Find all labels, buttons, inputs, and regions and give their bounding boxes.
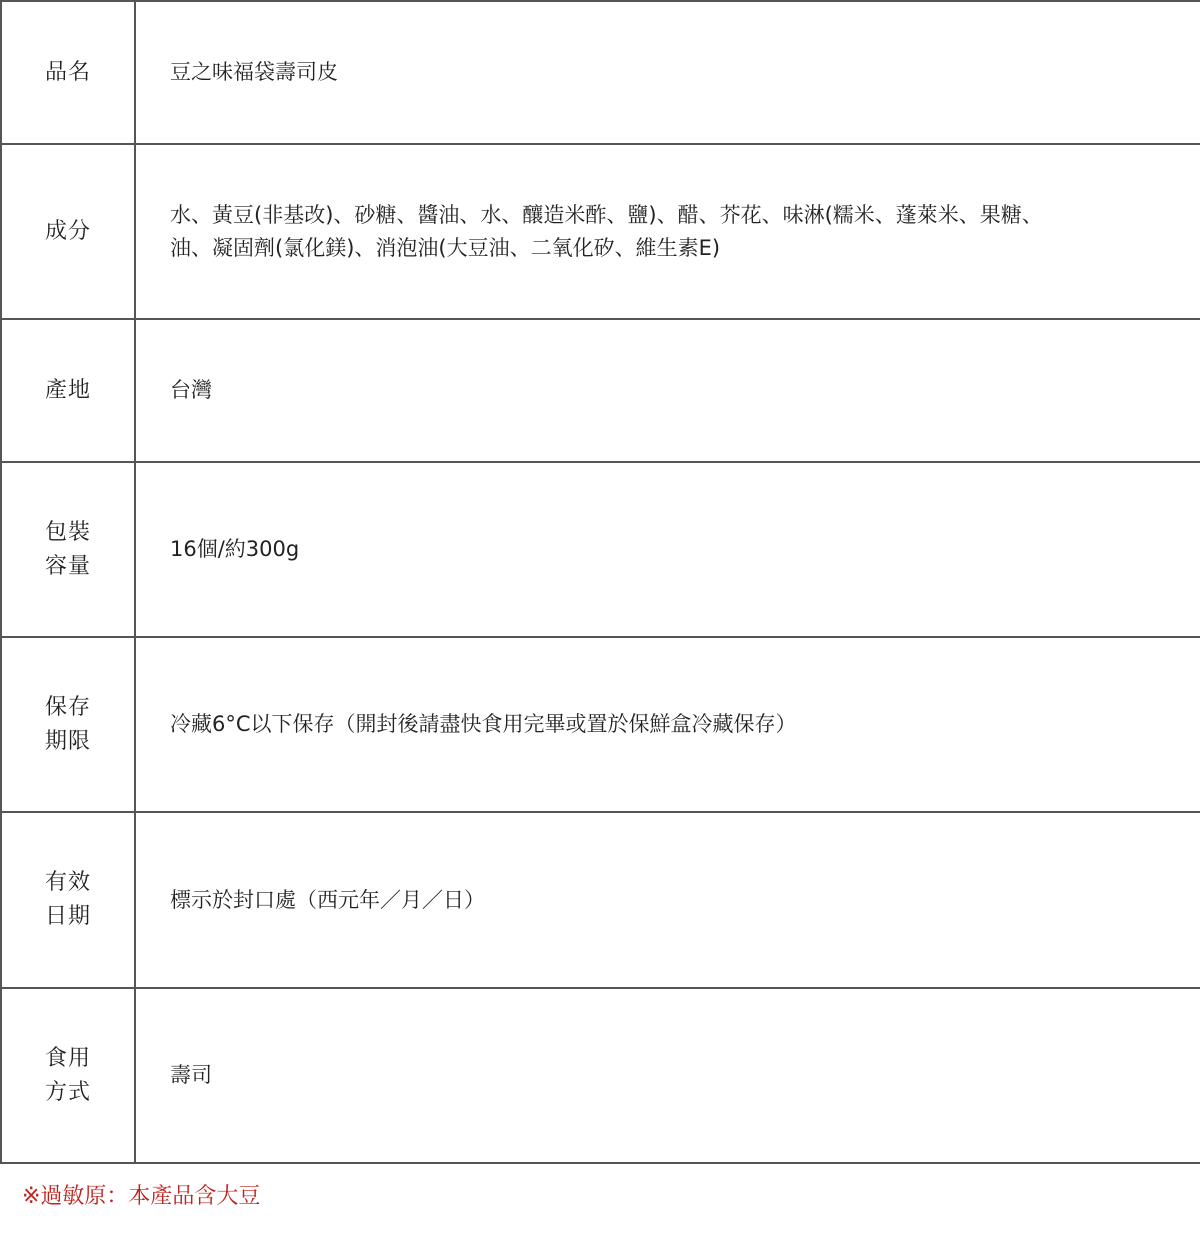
row-value (135, 144, 1200, 319)
row-value (135, 319, 1200, 462)
spec-row-package (1, 462, 1200, 637)
row-label-line: 方式 (44, 1079, 91, 1105)
row-label-line: 產地 (44, 377, 91, 403)
row-label (1, 462, 135, 637)
row-label (1, 988, 135, 1163)
row-value (135, 462, 1200, 637)
row-value-line: 冷藏6°C以下保存（開封後請盡快食用完畢或置於保鮮盒冷藏保存） (170, 712, 797, 736)
row-value-line: 台灣 (170, 378, 212, 402)
row-label-line: 容量 (44, 553, 91, 579)
row-value (135, 812, 1200, 988)
row-value-line: 水、黃豆(非基改)、砂糖、醬油、水、釀造米酢、鹽)、醋、芥花、味淋(糯米、蓬萊米、果糖、 (170, 202, 1043, 227)
row-label-line: 食用 (44, 1045, 91, 1071)
row-label-line: 期限 (44, 728, 91, 754)
allergen-note: ※過敏原：本產品含大豆 (22, 1184, 261, 1209)
row-label (1, 1, 135, 144)
row-value (135, 988, 1200, 1163)
row-value-line: 豆之味福袋壽司皮 (170, 60, 338, 84)
spec-row-ingredients (1, 144, 1200, 319)
spec-row-storage (1, 637, 1200, 812)
row-value-line: 油、凝固劑(氯化鎂)、消泡油(大豆油、二氧化矽、維生素E) (170, 235, 721, 260)
row-value-line: 標示於封口處（西元年／月／日） (170, 887, 485, 912)
spec-row-usage (1, 988, 1200, 1163)
row-label (1, 637, 135, 812)
row-label-line: 有效 (44, 870, 91, 895)
row-label-line: 日期 (44, 904, 91, 929)
row-label-line: 品名 (44, 59, 91, 85)
row-label-line: 包裝 (44, 519, 91, 545)
row-label (1, 319, 135, 462)
row-value (135, 1, 1200, 144)
row-label-line: 保存 (44, 694, 91, 720)
row-label (1, 812, 135, 988)
row-value (135, 637, 1200, 812)
row-label (1, 144, 135, 319)
row-value-line: 壽司 (170, 1063, 212, 1087)
row-label-line: 成分 (44, 218, 91, 244)
spec-row-name (1, 1, 1200, 144)
row-value-line: 16個/約300g (170, 537, 300, 561)
spec-row-origin (1, 319, 1200, 462)
spec-row-expiry (1, 812, 1200, 988)
